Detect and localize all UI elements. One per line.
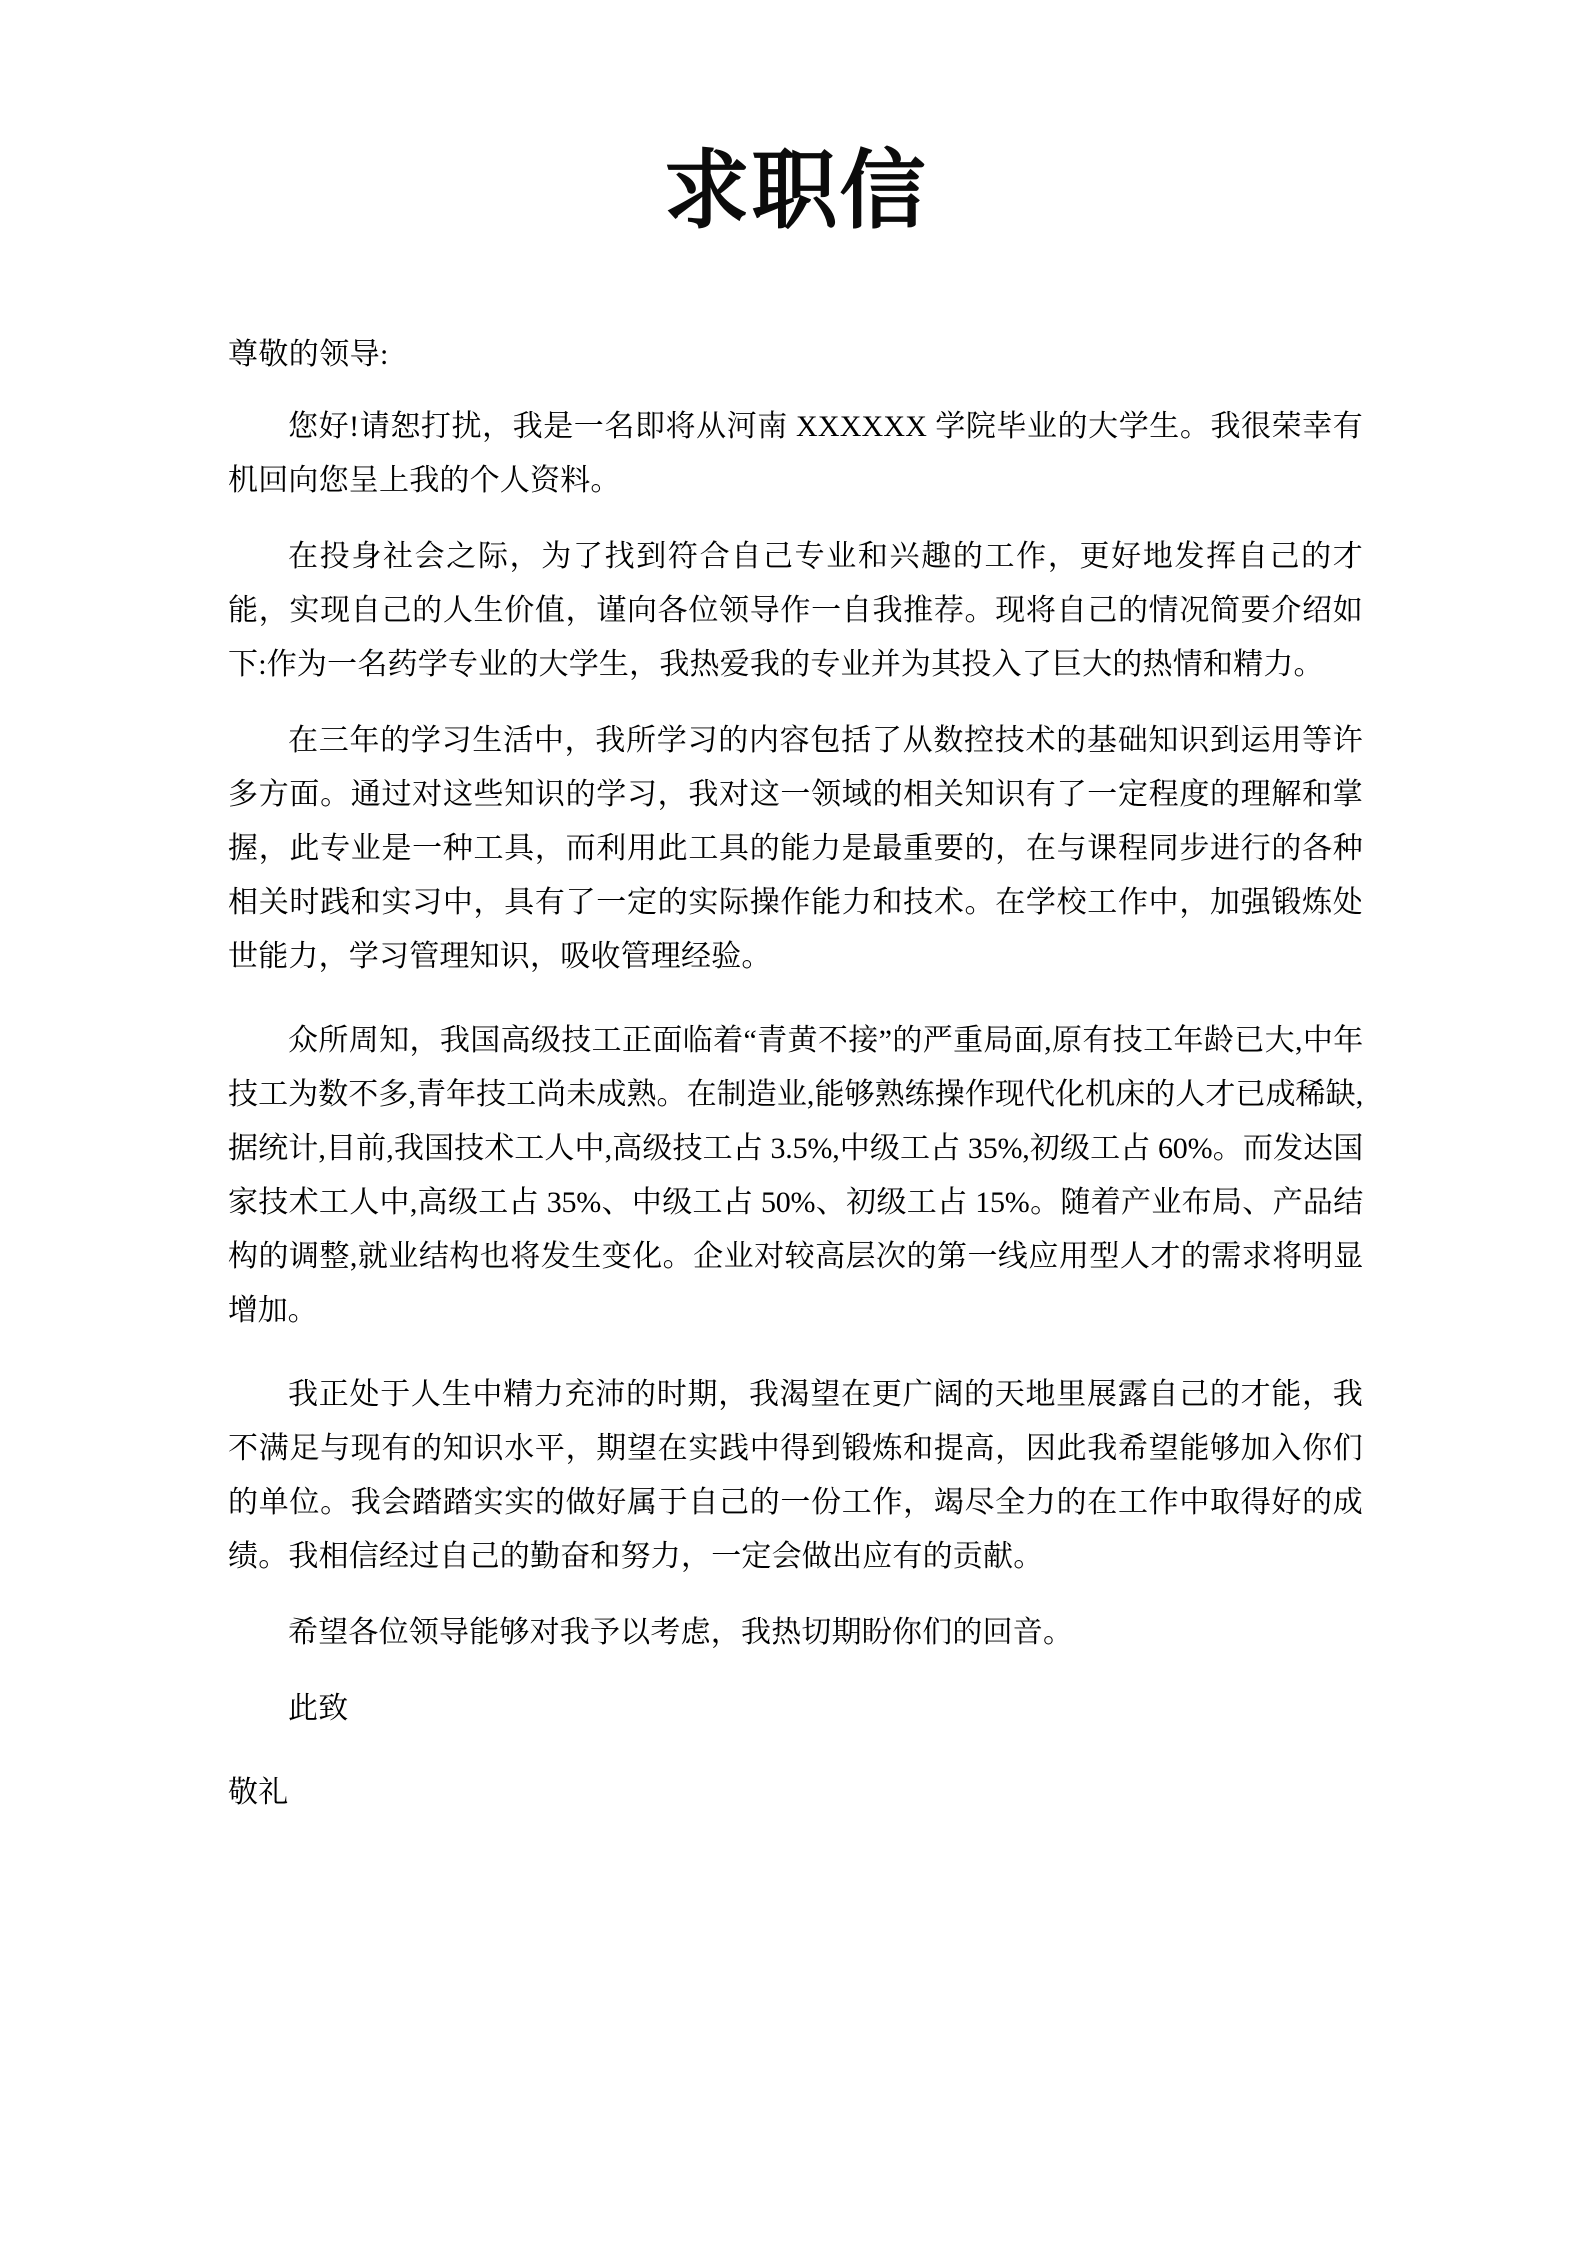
closing-jingli: 敬礼 bbox=[228, 1776, 289, 1810]
spacer bbox=[228, 692, 1363, 714]
closing-cizhi: 此致 bbox=[288, 1692, 349, 1726]
spacer bbox=[228, 984, 1363, 1014]
body-paragraph-6: 希望各位领导能够对我予以考虑，我热切期盼你们的回音。 bbox=[288, 1616, 1074, 1650]
spacer bbox=[228, 1338, 1363, 1368]
spacer bbox=[228, 1584, 1363, 1606]
document-body bbox=[228, 0, 1363, 1820]
spacer bbox=[228, 508, 1363, 530]
body-paragraph-4: 众所周知，我国高级技工正面临着“青黄不接”的严重局面,原有技工年龄已大,中年技工为数不多,青年技工尚未成熟。在制造业,能够熟练操作现代化机床的人才已成稀缺,据统计,目前,我国技术工人中,高级技工占 3.5%,中级工占 35%,初级工占 60%。而发达国家技术工人中,高级工占 35%、中级工占 50%、初级工占 15%。随着产业布局、产品结构的调整,就业结构也将发生变化。企业对较高层次的第一线应用型人才的需求将明显增加。 bbox=[228, 1024, 1363, 1328]
page-title: 求职信 bbox=[663, 141, 928, 241]
spacer bbox=[228, 370, 1363, 400]
body-paragraph-2: 在投身社会之际，为了找到符合自己专业和兴趣的工作，更好地发挥自己的才能，实现自己的人生价值，谨向各位领导作一自我推荐。现将自己的情况简要介绍如下:作为一名药学专业的大学生，我热爱我的专业并为其投入了巨大的热情和精力。 bbox=[228, 540, 1363, 682]
body-paragraph-3: 在三年的学习生活中，我所学习的内容包括了从数控技术的基础知识到运用等许多方面。通过对这些知识的学习，我对这一领域的相关知识有了一定程度的理解和掌握，此专业是一种工具，而利用此工具的能力是最重要的，在与课程同步进行的各种相关时践和实习中，具有了一定的实际操作能力和技术。在学校工作中，加强锻炼处世能力，学习管理知识，吸收管理经验。 bbox=[228, 724, 1363, 974]
salutation: 尊敬的领导: bbox=[228, 338, 389, 372]
body-paragraph-5: 我正处于人生中精力充沛的时期，我渴望在更广阔的天地里展露自己的才能，我不满足与现有的知识水平，期望在实践中得到锻炼和提高，因此我希望能够加入你们的单位。我会踏踏实实的做好属于自己的一份工作，竭尽全力的在工作中取得好的成绩。我相信经过自己的勤奋和努力，一定会做出应有的贡献。 bbox=[228, 1378, 1363, 1574]
spacer bbox=[228, 1736, 1363, 1766]
body-paragraph-1: 您好!请恕打扰，我是一名即将从河南 XXXXXX 学院毕业的大学生。我很荣幸有机回向您呈上我的个人资料。 bbox=[228, 410, 1363, 498]
spacer bbox=[228, 1660, 1363, 1682]
